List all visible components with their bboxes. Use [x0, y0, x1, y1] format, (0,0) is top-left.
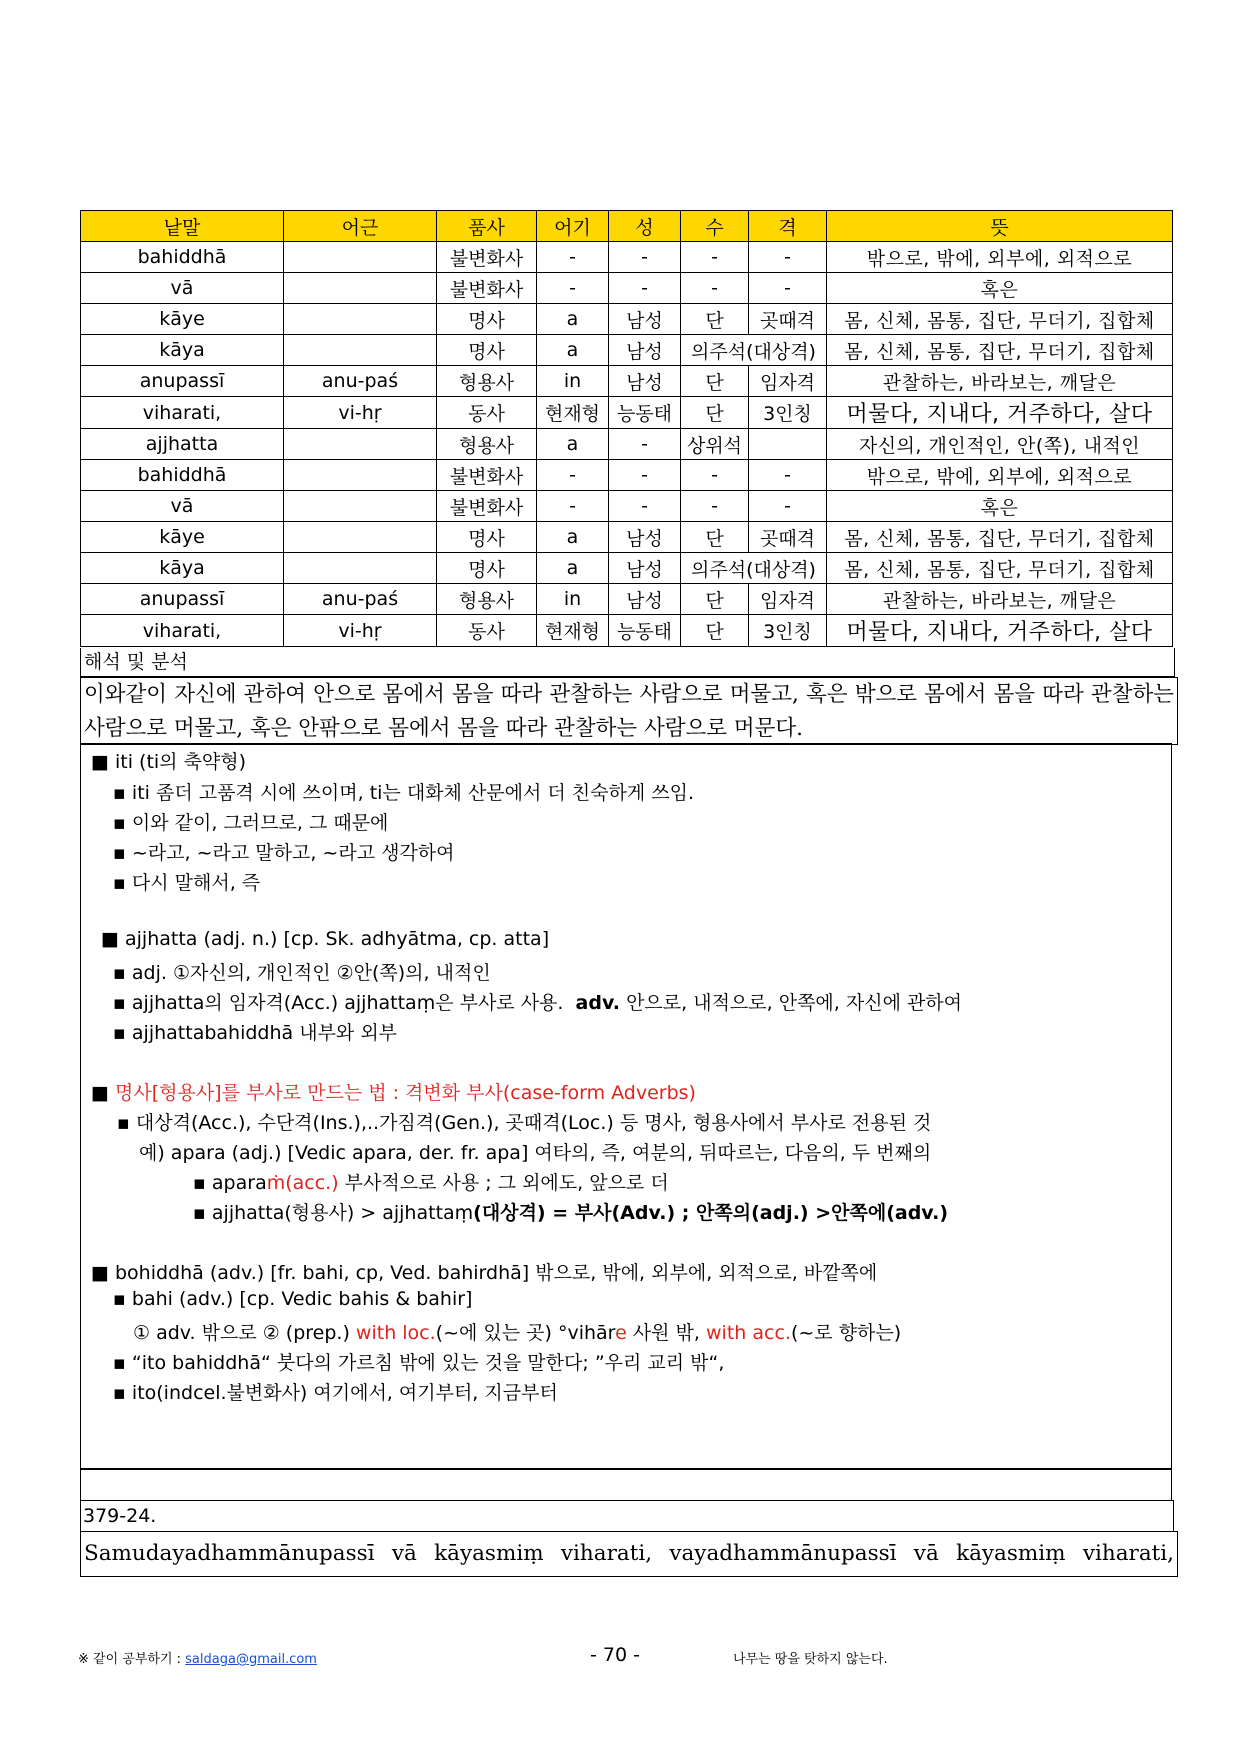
ajjhatta-note-2 — [113, 988, 962, 1015]
cell-stem: a — [537, 429, 609, 460]
cell-root — [284, 460, 437, 491]
cell-number: 단 — [681, 304, 749, 335]
cell-meaning: 혹은 — [827, 491, 1173, 522]
cell-root: vi-hṛ — [284, 397, 437, 429]
cell-number: - — [681, 273, 749, 304]
cell-word: bahiddhā — [81, 242, 284, 273]
cell-meaning: 몸, 신체, 몸통, 집단, 무더기, 집합체 — [827, 335, 1173, 366]
adverb-heading-text: 명사[형용사]를 부사로 만드는 법 : 격변화 부사(case-form Adverbs) — [115, 1082, 696, 1104]
cell-gender: - — [609, 242, 681, 273]
cell-root — [284, 335, 437, 366]
cell-pos: 형용사 — [437, 429, 537, 460]
cell-number: 단 — [681, 615, 749, 647]
cell-meaning: 머물다, 지내다, 거주하다, 살다 — [827, 397, 1173, 429]
cell-meaning: 관찰하는, 바라보는, 깨달은 — [827, 584, 1173, 615]
cell-root — [284, 553, 437, 584]
page-number: - 70 - — [590, 1644, 640, 1666]
cell-pos: 동사 — [437, 615, 537, 647]
cell-gender: 남성 — [609, 304, 681, 335]
header-meaning: 뜻 — [827, 211, 1173, 242]
cell-case: 임자격 — [749, 366, 827, 397]
cell-word: viharati, — [81, 397, 284, 429]
translation-text: 이와같이 자신에 관하여 안으로 몸에서 몸을 따라 관찰하는 사람으로 머물고, 혹은 밖으로 몸에서 몸을 따라 관찰하는 사람으로 머물고, 혹은 안팎으로 몸에서 몸을 따라 관찰하는 사람으로 머문다. — [80, 677, 1178, 745]
cell-number: 의주석(대상격) — [681, 553, 827, 584]
table-row — [81, 460, 1173, 491]
toward-text: (~로 향하는) — [790, 1322, 902, 1344]
cell-case: 곳때격 — [749, 304, 827, 335]
with-acc: with acc. — [706, 1322, 791, 1344]
cell-pos: 명사 — [437, 304, 537, 335]
cell-meaning: 밖으로, 밖에, 외부에, 외적으로 — [827, 242, 1173, 273]
cell-pos: 형용사 — [437, 584, 537, 615]
cell-pos: 불변화사 — [437, 491, 537, 522]
cell-root — [284, 273, 437, 304]
pali-text: Samudayadhammānupassī vā kāyasmiṃ viharati, vayadhammānupassī vā kāyasmiṃ viharati, — [80, 1531, 1178, 1577]
cell-case — [749, 429, 827, 460]
ajjhatta-note-2-text: ▪ ajjhatta의 임자격(Acc.) ajjhattaṃ은 부사로 사용. — [113, 992, 564, 1014]
adverb-example: 예) apara (adj.) [Vedic apara, der. fr. apa] 여타의, 즉, 여분의, 뒤따르는, 다음의, 두 번째의 — [139, 1142, 932, 1164]
header-case: 격 — [749, 211, 827, 242]
ajjhatta-note-3: ▪ ajjhattabahiddhā 내부와 외부 — [113, 1022, 398, 1044]
vihar-text: (~에 있는 곳) °vihār — [435, 1322, 616, 1344]
vihar-e: e — [615, 1322, 627, 1344]
cell-case: 3인칭 — [749, 397, 827, 429]
cell-gender: 능동태 — [609, 397, 681, 429]
cell-gender: - — [609, 491, 681, 522]
cell-gender: 남성 — [609, 522, 681, 553]
bohiddha-heading: ■ bohiddhā (adv.) [fr. bahi, cp, Ved. bahirdhā] 밖으로, 밖에, 외부에, 외적으로, 바깥쪽에 — [91, 1262, 878, 1284]
ajjhatta-heading: ■ ajjhatta (adj. n.) [cp. Sk. adhyātma, cp. atta] — [101, 928, 550, 950]
header-gender: 성 — [609, 211, 681, 242]
notes-section — [80, 743, 1172, 1470]
cell-stem: - — [537, 242, 609, 273]
cell-root: anu-paś — [284, 366, 437, 397]
cell-root — [284, 242, 437, 273]
cell-root — [284, 522, 437, 553]
cell-gender: - — [609, 429, 681, 460]
header-root: 어근 — [284, 211, 437, 242]
cell-word: kāye — [81, 522, 284, 553]
footer-prefix: ※ 같이 공부하기 : — [78, 1652, 186, 1667]
table-row — [81, 429, 1173, 460]
cell-pos: 불변화사 — [437, 460, 537, 491]
table-header-row — [81, 211, 1173, 242]
cell-meaning: 몸, 신체, 몸통, 집단, 무더기, 집합체 — [827, 522, 1173, 553]
cell-number: 의주석(대상격) — [681, 335, 827, 366]
iti-note-4: ▪ 다시 말해서, 즉 — [113, 872, 261, 894]
aparam-acc: ṁ(acc.) — [266, 1172, 339, 1194]
footer-left — [78, 1648, 317, 1667]
cell-case: - — [749, 273, 827, 304]
cell-stem: - — [537, 460, 609, 491]
aparam-text: ▪ apara — [193, 1172, 267, 1194]
cell-word: kāya — [81, 553, 284, 584]
table-row — [81, 397, 1173, 429]
cell-gender: 남성 — [609, 553, 681, 584]
bohiddha-note-4: ▪ ito(indcel.불변화사) 여기에서, 여기부터, 지금부터 — [113, 1382, 558, 1404]
header-stem: 어기 — [537, 211, 609, 242]
cell-word: kāye — [81, 304, 284, 335]
cell-meaning: 몸, 신체, 몸통, 집단, 무더기, 집합체 — [827, 304, 1173, 335]
cell-meaning: 혹은 — [827, 273, 1173, 304]
cell-meaning: 밖으로, 밖에, 외부에, 외적으로 — [827, 460, 1173, 491]
cell-pos: 명사 — [437, 335, 537, 366]
table-row — [81, 584, 1173, 615]
cell-word: vā — [81, 491, 284, 522]
with-loc: with loc. — [355, 1322, 436, 1344]
iti-note-3: ▪ ~라고, ~라고 말하고, ~라고 생각하여 — [113, 842, 455, 864]
cell-pos: 형용사 — [437, 366, 537, 397]
cell-root: anu-paś — [284, 584, 437, 615]
table-row — [81, 522, 1173, 553]
cell-number: 상위석 — [681, 429, 749, 460]
cell-meaning: 자신의, 개인적인, 안(쪽), 내적인 — [827, 429, 1173, 460]
cell-word: vā — [81, 273, 284, 304]
empty-row — [80, 1468, 1172, 1501]
cell-word: anupassī — [81, 366, 284, 397]
vocabulary-table — [80, 210, 1173, 647]
table-row — [81, 273, 1173, 304]
verse-number: 379-24. — [80, 1500, 1174, 1532]
cell-number: 단 — [681, 397, 749, 429]
cell-number: 단 — [681, 522, 749, 553]
ajjhattam-explain: (대상격) = 부사(Adv.) ; 안쪽의(adj.) >안쪽에(adv.) — [473, 1202, 949, 1224]
adverb-note-1: ▪ 대상격(Acc.), 수단격(Ins.),..가짐격(Gen.), 곳때격(Loc.) 등 명사, 형용사에서 부사로 전용된 것 — [117, 1112, 932, 1134]
cell-pos: 명사 — [437, 522, 537, 553]
cell-word: viharati, — [81, 615, 284, 647]
header-pos: 품사 — [437, 211, 537, 242]
adverb-note-ajjhattam — [193, 1198, 948, 1225]
table-row — [81, 615, 1173, 647]
ajjhatta-note-2-meaning: 안으로, 내적으로, 안쪽에, 자신에 관하여 — [626, 992, 963, 1014]
table-row — [81, 491, 1173, 522]
cell-word: kāya — [81, 335, 284, 366]
cell-stem: a — [537, 522, 609, 553]
cell-stem: a — [537, 335, 609, 366]
cell-root — [284, 429, 437, 460]
cell-gender: 남성 — [609, 335, 681, 366]
footer-email-link[interactable]: saldaga@gmail.com — [185, 1652, 317, 1667]
cell-root: vi-hṛ — [284, 615, 437, 647]
cell-root — [284, 304, 437, 335]
cell-meaning: 몸, 신체, 몸통, 집단, 무더기, 집합체 — [827, 553, 1173, 584]
table-row — [81, 304, 1173, 335]
cell-stem: in — [537, 366, 609, 397]
table-row — [81, 242, 1173, 273]
cell-case: - — [749, 460, 827, 491]
cell-number: - — [681, 460, 749, 491]
cell-meaning: 머물다, 지내다, 거주하다, 살다 — [827, 615, 1173, 647]
table-row — [81, 553, 1173, 584]
vocabulary-body — [81, 242, 1173, 647]
cell-gender: 남성 — [609, 366, 681, 397]
table-row — [81, 335, 1173, 366]
cell-word: bahiddhā — [81, 460, 284, 491]
cell-stem: a — [537, 553, 609, 584]
bahi-adv: ① adv. 밖으로 ② (prep.) — [133, 1322, 356, 1344]
cell-stem: in — [537, 584, 609, 615]
ajjhattam-text: ▪ ajjhatta(형용사) > ajjhattaṃ — [193, 1202, 474, 1224]
adv-label: adv. — [575, 992, 621, 1014]
header-number: 수 — [681, 211, 749, 242]
cell-stem: 현재형 — [537, 397, 609, 429]
cell-root — [284, 491, 437, 522]
bohiddha-note-1: ▪ bahi (adv.) [cp. Vedic bahis & bahir] — [113, 1288, 473, 1310]
cell-stem: 현재형 — [537, 615, 609, 647]
footer-motto: 나무는 땅을 탓하지 않는다. — [733, 1652, 888, 1667]
bohiddha-note-2 — [133, 1318, 901, 1345]
cell-case: 3인칭 — [749, 615, 827, 647]
header-word: 낱말 — [81, 211, 284, 242]
iti-note-2: ▪ 이와 같이, 그러므로, 그 때문에 — [113, 812, 389, 834]
cell-number: 단 — [681, 366, 749, 397]
iti-note-1: ▪ iti 좀더 고품격 시에 쓰이며, ti는 대화체 산문에서 더 친숙하게 쓰임. — [113, 782, 694, 804]
cell-stem: a — [537, 304, 609, 335]
cell-number: - — [681, 242, 749, 273]
adverb-note-aparam — [193, 1168, 669, 1195]
cell-number: 단 — [681, 584, 749, 615]
cell-case: - — [749, 491, 827, 522]
cell-stem: - — [537, 273, 609, 304]
cell-number: - — [681, 491, 749, 522]
table-row — [81, 366, 1173, 397]
cell-gender: 능동태 — [609, 615, 681, 647]
iti-heading: ■ iti (ti의 축약형) — [91, 751, 247, 773]
cell-case: - — [749, 242, 827, 273]
cell-gender: - — [609, 460, 681, 491]
aparam-meaning: 부사적으로 사용 ; 그 외에도, 앞으로 더 — [338, 1172, 669, 1194]
cell-gender: - — [609, 273, 681, 304]
cell-pos: 명사 — [437, 553, 537, 584]
cell-meaning: 관찰하는, 바라보는, 깨달은 — [827, 366, 1173, 397]
adverb-heading — [91, 1078, 696, 1105]
adverb-heading-bullet: ■ — [91, 1082, 115, 1104]
cell-word: anupassī — [81, 584, 284, 615]
analysis-label: 해석 및 분석 — [80, 648, 1175, 677]
ajjhatta-note-1: ▪ adj. ①자신의, 개인적인 ②안(쪽)의, 내적인 — [113, 962, 491, 984]
bohiddha-note-3: ▪ “ito bahiddhā“ 붓다의 가르침 밖에 있는 것을 말한다; ”우리 교리 밖“, — [113, 1352, 725, 1374]
temple-outside: 사원 밖, — [626, 1322, 706, 1344]
cell-stem: - — [537, 491, 609, 522]
cell-gender: 남성 — [609, 584, 681, 615]
cell-word: ajjhatta — [81, 429, 284, 460]
cell-case: 임자격 — [749, 584, 827, 615]
cell-pos: 불변화사 — [437, 242, 537, 273]
cell-pos: 동사 — [437, 397, 537, 429]
cell-case: 곳때격 — [749, 522, 827, 553]
cell-pos: 불변화사 — [437, 273, 537, 304]
